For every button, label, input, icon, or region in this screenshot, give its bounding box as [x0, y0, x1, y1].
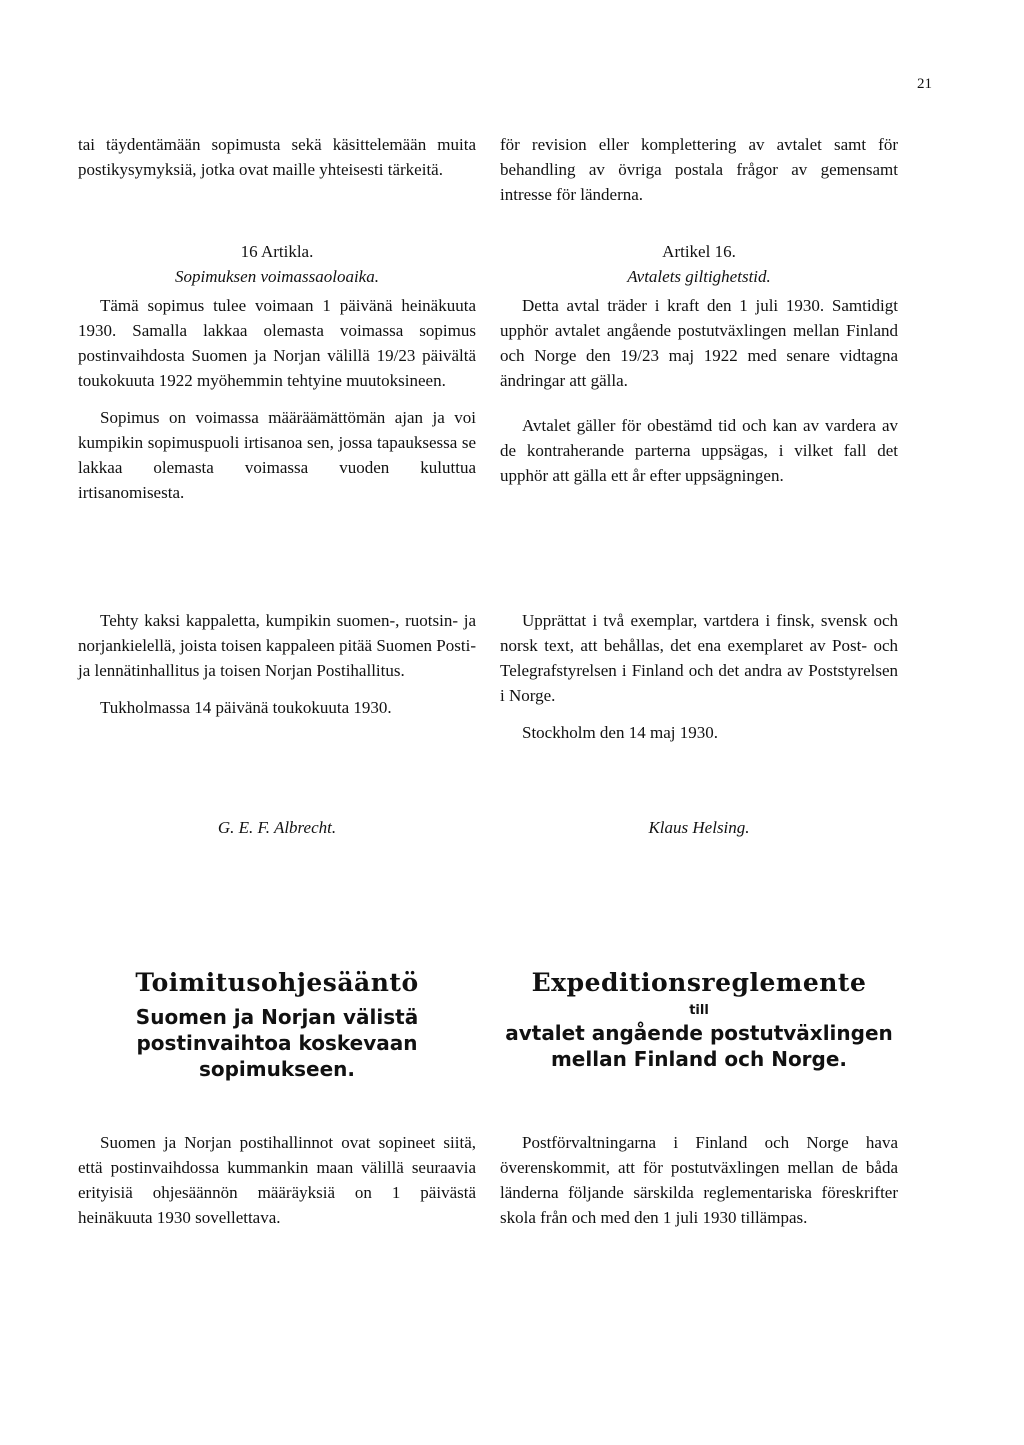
right-article-section: [500, 239, 898, 488]
right-article-title: Avtalets giltighetstid.: [627, 267, 771, 286]
left-article-paragraph-1: Tämä sopimus tulee voimaan 1 päivänä heinäkuuta 1930. Samalla lakkaa olemasta voimassa sopimus postinvaihdosta Suomen ja Norjan välillä 19/23 päivältä toukokuuta 1922 myöhemmin tehtyine muutoksineen.: [78, 296, 476, 390]
right-signature: Klaus Helsing.: [648, 818, 750, 837]
left-signature: G. E. F. Albrecht.: [217, 818, 337, 837]
left-place-date: Tukholmassa 14 päivänä toukokuuta 1930.: [100, 698, 392, 717]
right-article-heading: Artikel 16.: [662, 242, 736, 261]
left-regulation-paragraph: Suomen ja Norjan postihallinnot ovat sopineet siitä, että postinvaihdossa kummankin maan välillä seuraavia erityisiä ohjesäännön määräyksiä on 1 päivästä heinäkuuta 1930 sovellettava.: [78, 1133, 476, 1227]
right-regulation-title: Expeditionsreglemente: [531, 968, 867, 997]
right-done-paragraph: Upprättat i två exemplar, vartdera i finsk, svensk och norsk text, att behållas, det ena exemplaret av Post- och Telegrafstyrelsen i Finland och det andra av Poststyrelsen i Norge.: [500, 611, 898, 705]
left-regulation-subtitle: Suomen ja Norjan välistä postinvaihtoa koskevaan sopimukseen.: [135, 1005, 419, 1081]
left-top-paragraph: tai täydentämään sopimusta sekä käsittelemään muita postikysymyksiä, jotka ovat maille yhteisesti tärkeitä.: [78, 135, 476, 179]
left-top-section: [78, 132, 476, 182]
left-article-paragraph-2: Sopimus on voimassa määräämättömän ajan ja voi kumpikin sopimuspuoli irtisanoa sen, jossa tapauksessa se lakkaa olemasta voimassa vuoden kuluttua irtisanomisesta.: [78, 408, 476, 502]
right-done-section: [500, 608, 898, 745]
left-done-section: [78, 608, 476, 720]
right-top-paragraph: för revision eller komplettering av avtalet samt för behandling av övriga postala frågor av gemensamt intresse för länderna.: [500, 135, 898, 204]
right-regulation-section: [500, 968, 898, 1072]
right-place-date: Stockholm den 14 maj 1930.: [522, 723, 718, 742]
right-top-section: [500, 132, 898, 207]
left-regulation-section: [78, 968, 476, 1082]
right-regulation-till: till: [689, 1003, 709, 1018]
right-regulation-subtitle: avtalet angående postutväxlingen mellan Finland och Norge.: [505, 1021, 893, 1071]
right-article-paragraph-1: Detta avtal träder i kraft den 1 juli 1930. Samtidigt upphör avtalet angående postutväxlingen mellan Finland och Norge den 19/23 maj 1922 med senare vidtagna ändringar att gälla.: [500, 296, 898, 390]
page-number: 21: [917, 76, 932, 92]
left-article-section: [78, 239, 476, 505]
right-regulation-paragraph: Postförvaltningarna i Finland och Norge hava överenskommit, att för postutväxlingen mellan de båda länderna följande särskilda reglementariska föreskrifter skola från och med den 1 juli 1930 tillämpas.: [500, 1133, 898, 1227]
right-article-paragraph-2: Avtalet gäller för obestämd tid och kan av vardera av de kontraherande parterna uppsägas, i vilket fall det upphör att gälla ett år efter uppsägningen.: [500, 416, 898, 485]
left-done-paragraph: Tehty kaksi kappaletta, kumpikin suomen-, ruotsin- ja norjankielellä, joista toisen kappaleen pitää Suomen Posti- ja lennätinhallitus ja toisen Norjan Postihallitus.: [78, 611, 476, 680]
left-article-title: Sopimuksen voimassaoloaika.: [175, 267, 379, 286]
left-regulation-title: Toimitusohjesääntö: [135, 968, 419, 997]
left-article-heading: 16 Artikla.: [240, 242, 314, 261]
right-regulation-body: [500, 1130, 898, 1230]
left-regulation-body: [78, 1130, 476, 1230]
